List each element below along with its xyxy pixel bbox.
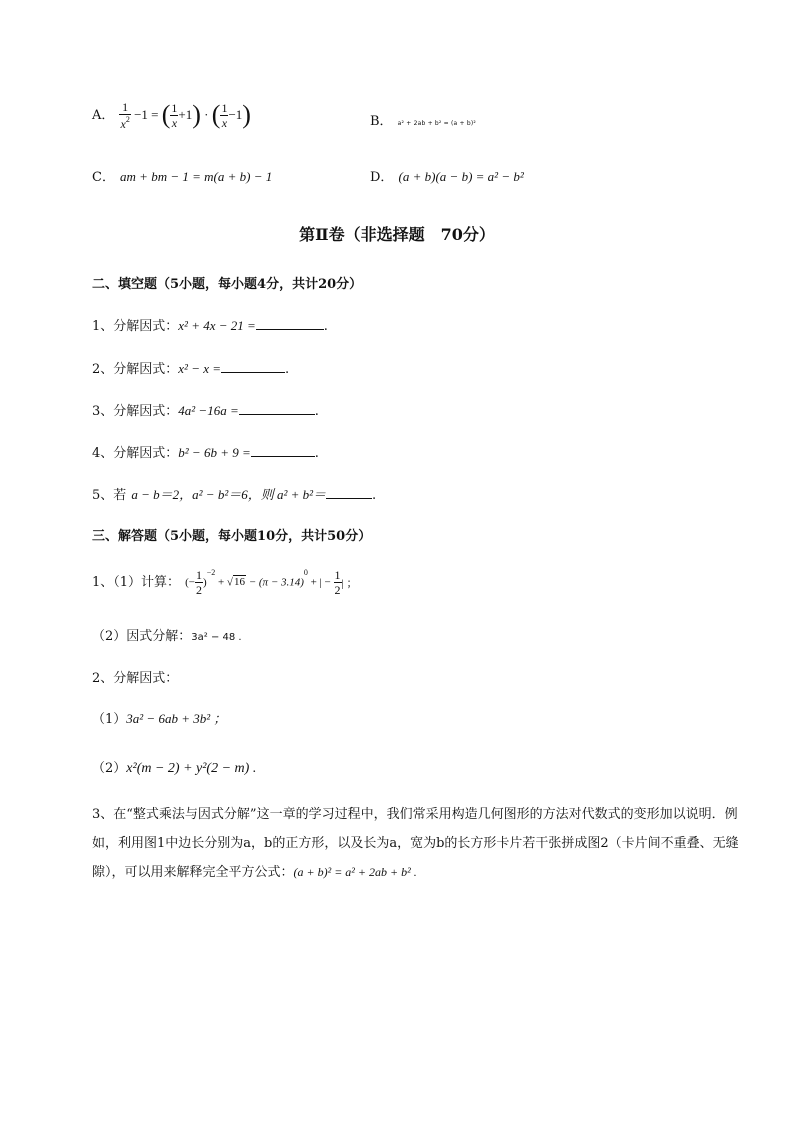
answer-blank[interactable]	[326, 487, 372, 499]
solve-question-1-part-1: 1、（1）计算： (− $\frac{1}{2}$ )$^{-2} + √16 - (\pi - 3.14)^0$ + | − $\frac{1}{2}$ | ；	[92, 567, 358, 597]
calculation-expression: (− $\frac{1}{2}$ )$^{-2} + √16 - (\pi - 3.14)^0$ + | − $\frac{1}{2}$ | ；	[185, 567, 358, 597]
answer-blank[interactable]	[256, 318, 324, 330]
option-c-label: C．	[92, 170, 115, 185]
section-title: 第Ⅱ卷（非选择题 70分）	[299, 225, 495, 244]
option-b-expression: a² + 2ab + b² = (a + b)²	[397, 120, 476, 127]
solve-question-3: 3、在“整式乘法与因式分解”这一章的学习过程中，我们常采用构造几何图形的方法对代数式的变形加以说明．例如，利用图1中边长分别为a，b的正方形，以及长为a，宽为b的长方形卡片若干张拼成图2（卡片间不重叠、无缝隙），可以用来解释完全平方公式：(a + b)² = a² + 2ab + b² .	[92, 807, 739, 880]
solve-question-1-part-2: （2）因式分解：3a² − 48 .	[92, 629, 242, 644]
option-a	[92, 100, 251, 130]
perfect-square-formula: (a + b)² = a² + 2ab + b² .	[293, 865, 417, 879]
solve-question-2: 2、分解因式：	[92, 671, 179, 686]
fill-question-3: 3、分解因式：4a² −16a = .	[92, 403, 319, 419]
solve-question-2-part-2: （2）x²(m − 2) + y²(2 − m) .	[92, 761, 257, 776]
fill-question-1: 1、分解因式：x² + 4x − 21 = .	[92, 318, 328, 334]
option-d	[370, 166, 524, 185]
fraction: $\frac{1}{x^2}$	[120, 99, 130, 131]
fill-in-header: 二、填空题（5小题，每小题4分，共计20分）	[92, 277, 363, 292]
option-b	[370, 110, 476, 129]
fill-question-4: 4、分解因式：b² − 6b + 9 = .	[92, 445, 319, 461]
option-d-label: D．	[370, 170, 394, 185]
solve-question-2-part-1: （1）3a² − 6ab + 3b² ；	[92, 711, 227, 727]
option-d-expression: (a + b)(a − b) = a² − b²	[398, 169, 524, 184]
answer-blank[interactable]	[221, 361, 285, 373]
fill-question-2: 2、分解因式：x² − x = .	[92, 361, 290, 377]
option-c	[92, 166, 272, 185]
answer-blank[interactable]	[239, 403, 315, 415]
option-c-expression: am + bm − 1 = m(a + b) − 1	[120, 169, 273, 184]
option-b-label: B．	[370, 114, 393, 129]
solve-header: 三、解答题（5小题，每小题10分，共计50分）	[92, 529, 372, 544]
option-a-label: A．	[92, 107, 115, 123]
answer-blank[interactable]	[251, 445, 315, 457]
fill-question-5: 5、若 a − b＝2，a² − b²＝6，则 a² + b²＝ .	[92, 487, 377, 503]
option-a-expression: $\frac{1}{x^2}$ −1 = ( $\frac{1}{x}$ +1) · ( $\frac{1}{x}$ −1)	[120, 99, 251, 131]
